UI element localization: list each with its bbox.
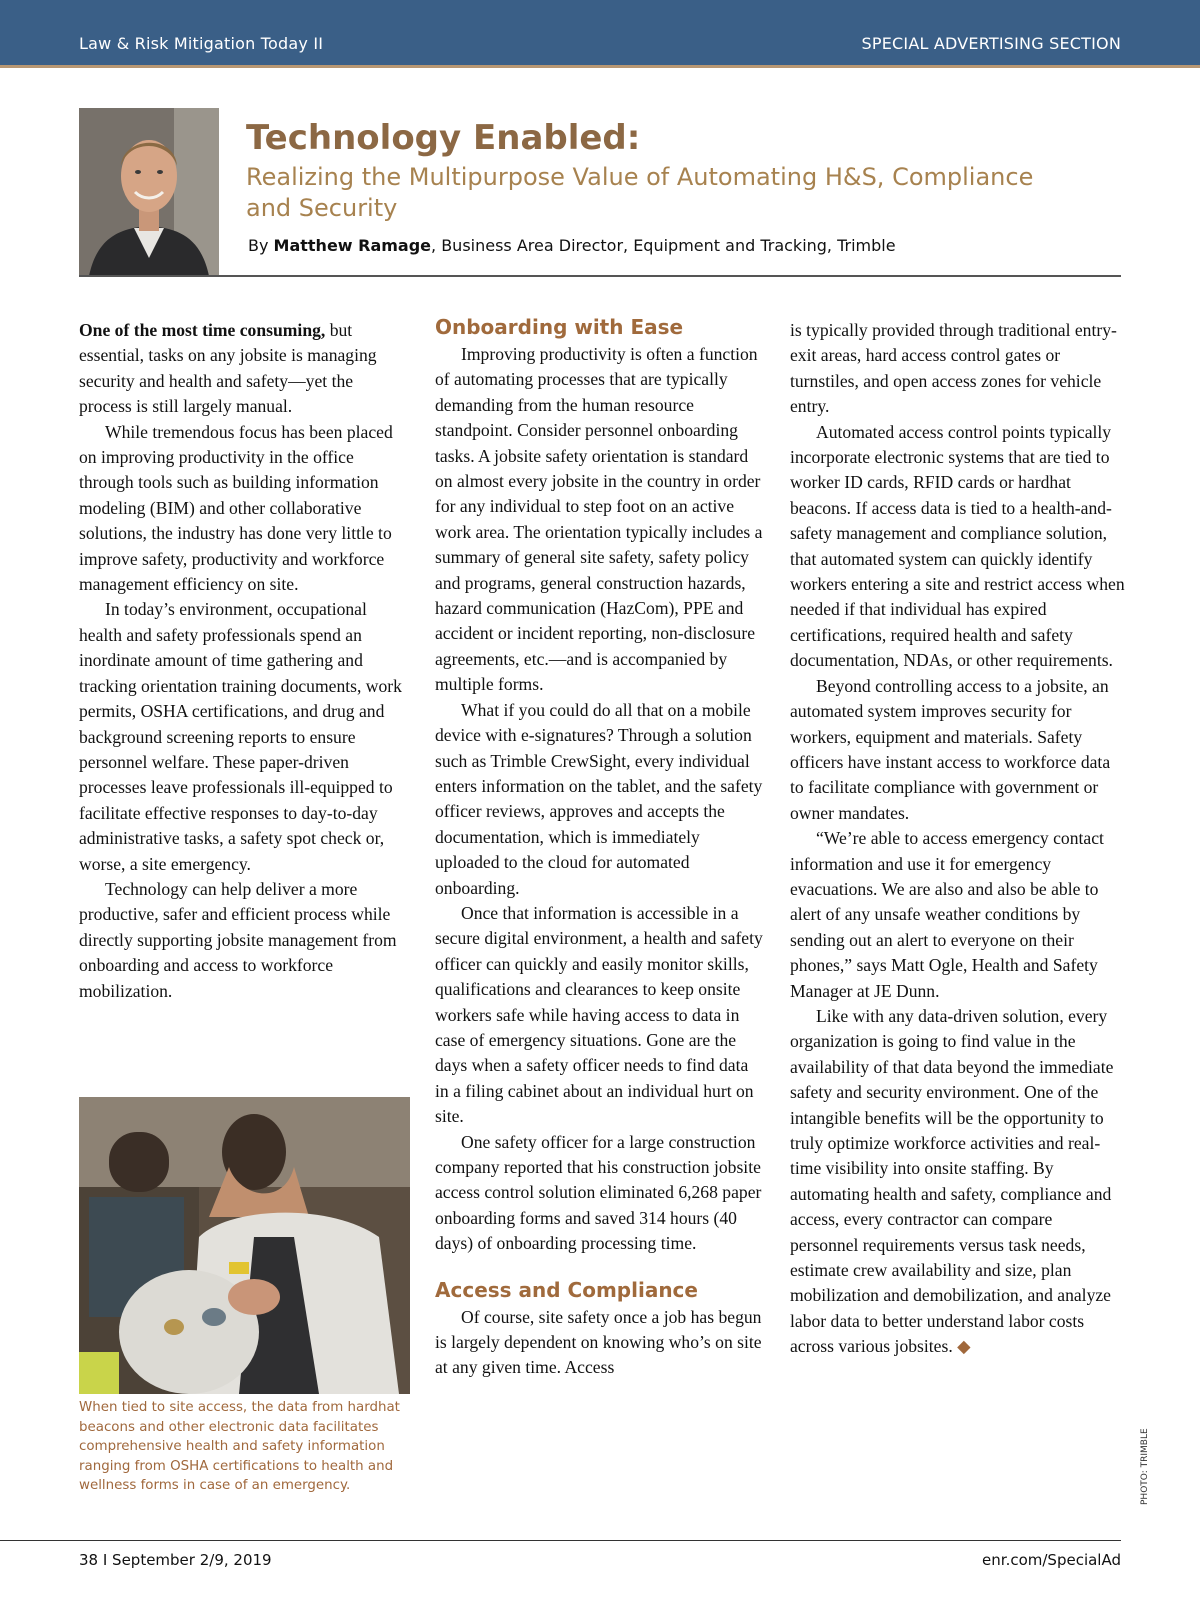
author-role: , Business Area Director, Equipment and Tracking, Trimble	[431, 236, 896, 255]
author-name: Matthew Ramage	[273, 236, 432, 255]
paragraph-text: Like with any data-driven solution, every organization is going to find value in the availability of that data beyond the immediate safety and security environment. One of the intangible benefits will be the opportunity to truly optimize workforce activities and real-time visibility into onsite staffing. By automating health and safety, compliance and access, every contractor can compare personnel requirements versus task needs, estimate crew availability and size, plan mobilization and demobilization, and analyze labor data to better understand labor costs across various jobsites.	[790, 1005, 1114, 1357]
paragraph: Of course, site safety once a job has begun is largely dependent on knowing who’s on site at any given time. Access	[435, 1306, 762, 1378]
article-title: Technology Enabled:	[246, 118, 641, 158]
paragraph: “We’re able to access emergency contact information and use it for emergency evacuations. We are also and also be able to alert of any unsafe weather conditions by sending out an alert to everyone on their phones,” says Matt Ogle, Health and Safety Manager at JE Dunn.	[790, 828, 1104, 1001]
column-3	[790, 318, 1125, 1360]
author-photo	[79, 108, 219, 276]
photo-caption: When tied to site access, the data from hardhat beacons and other electronic data facilitates comprehensive health and safety information ranging from OSHA certifications to health and wellness forms in case of an emergency.	[79, 1400, 400, 1493]
paragraph: Once that information is accessible in a secure digital environment, a health and safety officer can quickly and easily monitor skills, qualifications and clearances to keep onsite workers safe while having access to data in case of emergency situations. Gone are the days when a safety officer needs to find data in a filing cabinet about an individual hurt on site.	[435, 902, 763, 1127]
lead-in: One of the most time consuming,	[79, 320, 326, 340]
paragraph: In today’s environment, occupational health and safety professionals spend an inordinate amount of time gathering and tracking orientation training documents, work permits, OSHA certifications, and drug and background screening reports to ensure personnel welfare. These paper-driven processes leave professionals ill-equipped to facilitate effective responses to day-to-day administrative tasks, a safety spot check or, worse, a site emergency.	[79, 599, 402, 874]
publication-name: Law & Risk Mitigation Today II	[79, 34, 324, 53]
paragraph: Technology can help deliver a more productive, safer and efficient process while directly supporting jobsite management from onboarding and access to workforce mobilization.	[79, 878, 397, 1001]
article-subtitle: Realizing the Multipurpose Value of Automating H&S, Compliance and Security	[246, 163, 1034, 222]
photo-credit: PHOTO: TRIMBLE	[1140, 1428, 1150, 1505]
end-mark-icon: ◆	[957, 1336, 971, 1357]
section-label: SPECIAL ADVERTISING SECTION	[861, 34, 1121, 53]
paragraph: What if you could do all that on a mobile device with e-signatures? Through a solution such as Trimble CrewSight, every individual enters information on the tablet, and the safety officer reviews, approves and accepts the documentation, which is immediately uploaded to the cloud for automated onboarding.	[435, 699, 763, 898]
paragraph: One safety officer for a large construction company reported that his construction jobsite access control solution eliminated 6,268 paper onboarding forms and saved 314 hours (40 days) of onboarding processing time.	[435, 1131, 762, 1254]
paragraph	[790, 1004, 1125, 1360]
section-heading: Access and Compliance	[435, 1277, 698, 1302]
header-bar	[0, 0, 1200, 68]
paragraph: While tremendous focus has been placed on improving productivity in the office through tools such as building information modeling (BIM) and other collaborative solutions, the industry has done very little to improve safety, productivity and workforce management efficiency on site.	[79, 421, 393, 595]
byline	[248, 236, 896, 255]
paragraph: is typically provided through traditional entry-exit areas, hard access control gates or turnstiles, and open access zones for vehicle entry.	[790, 320, 1117, 417]
column-2	[435, 314, 765, 1381]
paragraph	[79, 318, 409, 420]
section-heading: Onboarding with Ease	[435, 315, 684, 339]
footer-url: enr.com/SpecialAd	[982, 1551, 1121, 1569]
byline-prefix: By	[248, 236, 274, 255]
paragraph: Beyond controlling access to a jobsite, an automated system improves security for workers, equipment and materials. Safety officers have instant access to workforce data to facilitate compliance with government or owner mandates.	[790, 675, 1111, 823]
worker-hardhat-photo	[79, 1097, 410, 1394]
column-1	[79, 318, 409, 1004]
paragraph-text: but essential, tasks on any jobsite is managing security and health and safety—yet the process is still largely manual.	[79, 320, 377, 417]
footer-divider	[0, 1540, 1121, 1541]
page-info: 38 I September 2/9, 2019	[79, 1551, 272, 1569]
paragraph: Improving productivity is often a function of automating processes that are typically demanding from the human resource standpoint. Consider personnel onboarding tasks. A jobsite safety orientation is standard on almost every jobsite in the country in order for any individual to step foot on an active work area. The orientation typically includes a summary of general site safety, safety policy and programs, general construction hazards, hazard communication (HazCom), PPE and accident or incident reporting, non-disclosure agreements, etc.—and is accompanied by multiple forms.	[435, 344, 763, 695]
paragraph: Automated access control points typically incorporate electronic systems that are tied to worker ID cards, RFID cards or hardhat beacons. If access data is tied to a health-and-safety management and compliance solution, that automated system can quickly identify workers entering a site and restrict access when needed if that individual has expired certifications, required health and safety documentation, NDAs, or other requirements.	[790, 421, 1125, 671]
title-divider	[79, 275, 1121, 277]
